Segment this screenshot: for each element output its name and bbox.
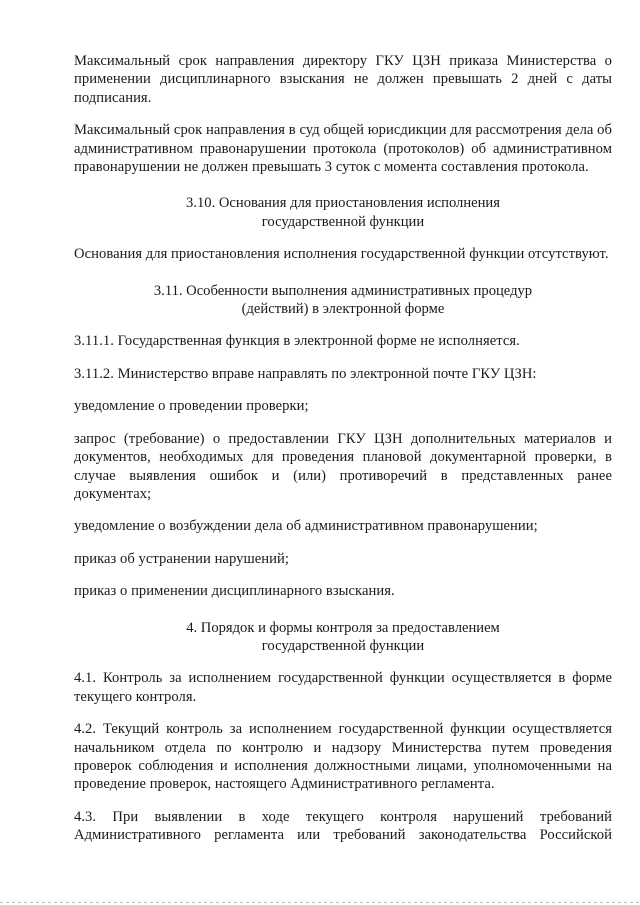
paragraph-3-11-2: 3.11.2. Министерство вправе направлять по электронной почте ГКУ ЦЗН: — [74, 365, 537, 382]
paragraph-4-3: 4.3. При выявлении в ходе текущего контроля нарушений требований Административного регламента или требований законодательства Российской — [74, 808, 612, 844]
section-heading-3-10: 3.10. Основания для приостановления исполнения государственной функции — [186, 195, 500, 230]
list-item-order-remedy: приказ об устранении нарушений; — [74, 550, 289, 567]
paragraph-max-term-order: Максимальный срок направления директору ГКУ ЦЗН приказа Министерства о применении дисциплинарного взыскания не должен превышать 2 дней с даты подписания. — [74, 53, 612, 106]
list-item-order-discipline: приказ о применении дисциплинарного взыскания. — [74, 583, 395, 600]
list-item-request-materials: запрос (требование) о предоставлении ГКУ ЦЗН дополнительных материалов и документов, необходимых для проведения плановой документарной проверки, в случае выявления ошибок и (или) противоречий в представленных ранее документах; — [74, 430, 612, 502]
paragraph-no-grounds: Основания для приостановления исполнения государственной функции отсутствуют. — [74, 246, 609, 263]
paragraph-3-11-1: 3.11.1. Государственная функция в электронной форме не исполняется. — [74, 333, 520, 350]
list-item-notification-inspection: уведомление о проведении проверки; — [74, 398, 309, 415]
paragraph-max-term-court: Максимальный срок направления в суд общей юрисдикции для рассмотрения дела об административном правонарушении протокола (протоколов) об административном правонарушении не должен превышать 3 суток с момента составления протокола. — [74, 122, 612, 176]
section-heading-3-11: 3.11. Особенности выполнения административных процедур (действий) в электронной форме — [153, 282, 533, 318]
paragraph-4-1: 4.1. Контроль за исполнением государственной функции осуществляется в форме текущего контроля. — [74, 670, 612, 705]
section-heading-4: 4. Порядок и формы контроля за предоставлением государственной функции — [186, 619, 500, 654]
document-page — [74, 52, 612, 859]
list-item-notification-case: уведомление о возбуждении дела об административном правонарушении; — [74, 518, 538, 535]
scan-edge-line — [0, 902, 640, 903]
paragraph-4-2: 4.2. Текущий контроль за исполнением государственной функции осуществляется начальником отдела по контролю и надзору Министерства путем проведения проверок соблюдения и исполнения должностными лицами, уполномоченными на проведение проверок, настоящего Административного регламента. — [74, 721, 612, 793]
